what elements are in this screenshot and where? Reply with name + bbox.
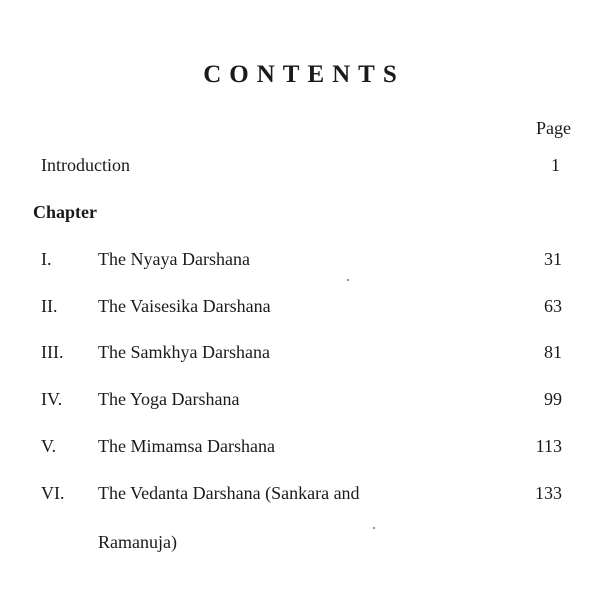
toc-row <box>0 249 600 273</box>
chapter-title-continuation: Ramanuja) <box>98 532 177 552</box>
introduction-label: Introduction <box>41 155 130 175</box>
chapter-page-number: 81 <box>544 342 562 362</box>
chapter-number: VI. <box>41 483 65 503</box>
chapter-title: The Mimamsa Darshana <box>98 436 275 456</box>
chapter-title: The Vedanta Darshana (Sankara and <box>98 483 360 503</box>
chapter-page-number: 133 <box>535 483 562 503</box>
page-title: CONTENTS <box>203 61 405 88</box>
chapter-number: II. <box>41 296 58 316</box>
chapter-heading: Chapter <box>33 202 97 222</box>
scan-speck <box>373 527 375 529</box>
toc-row <box>0 342 600 366</box>
chapter-title: The Nyaya Darshana <box>98 249 250 269</box>
chapter-title: The Vaisesika Darshana <box>98 296 271 316</box>
chapter-number: V. <box>41 436 57 456</box>
chapter-number: I. <box>41 249 52 269</box>
toc-row <box>0 436 600 460</box>
chapter-number: III. <box>41 342 64 362</box>
chapter-title: The Yoga Darshana <box>98 389 240 409</box>
toc-row <box>0 483 600 507</box>
chapter-number: IV. <box>41 389 63 409</box>
chapter-page-number: 113 <box>535 436 562 456</box>
chapter-page-number: 99 <box>544 389 562 409</box>
scan-speck <box>347 279 349 281</box>
toc-row <box>0 389 600 413</box>
chapter-page-number: 31 <box>544 249 562 269</box>
page-column-label: Page <box>536 118 571 138</box>
toc-row <box>0 296 600 320</box>
chapter-title: The Samkhya Darshana <box>98 342 270 362</box>
introduction-page-number: 1 <box>551 155 560 175</box>
chapter-page-number: 63 <box>544 296 562 316</box>
